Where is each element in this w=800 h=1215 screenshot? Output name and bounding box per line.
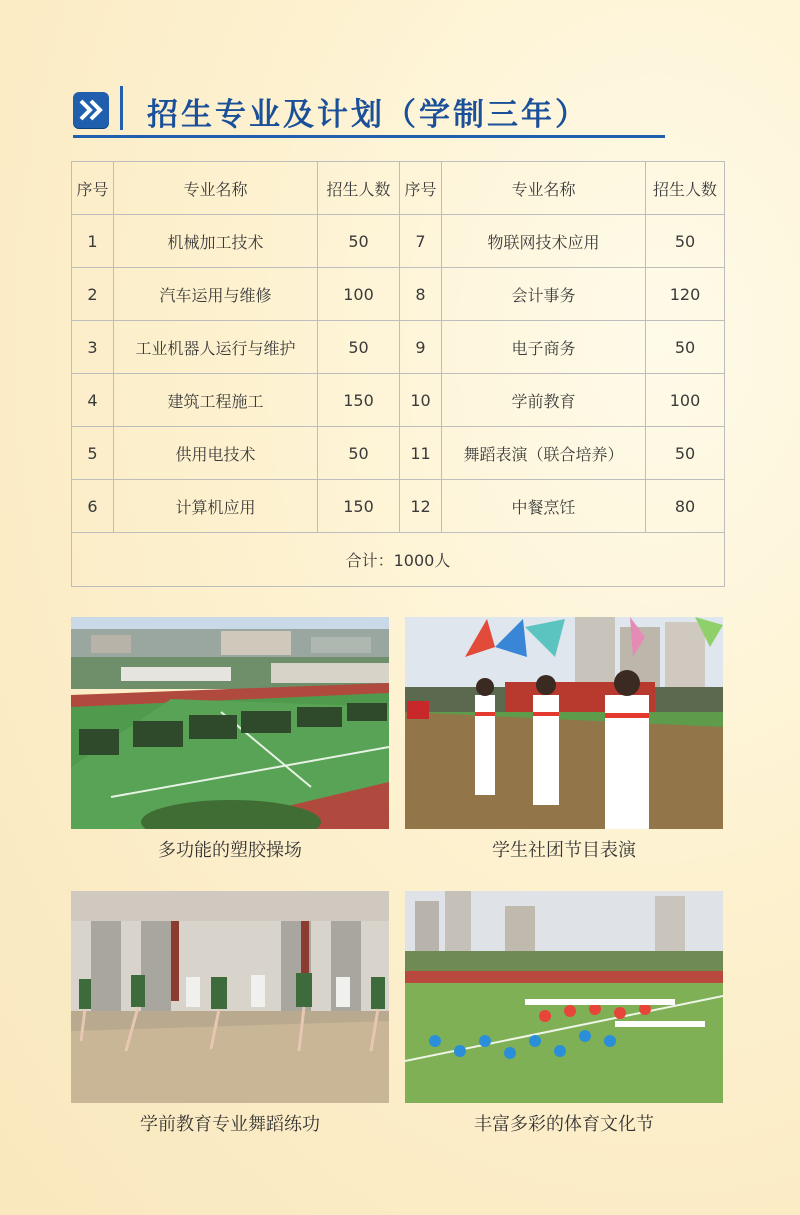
table-row [72, 427, 725, 480]
table-cell: 12 [400, 480, 442, 533]
photo-caption: 学前教育专业舞蹈练功 [140, 1114, 320, 1135]
table-cell: 建筑工程施工 [114, 374, 318, 427]
table-header-row [72, 162, 725, 215]
table-cell: 100 [646, 374, 725, 427]
table-cell: 7 [400, 215, 442, 268]
table-cell: 9 [400, 321, 442, 374]
photo-caption: 学生社团节目表演 [492, 840, 636, 861]
table-cell: 中餐烹饪 [442, 480, 646, 533]
column-header-count: 招生人数 [646, 162, 725, 215]
table-cell: 50 [318, 321, 400, 374]
table-cell: 1 [72, 215, 114, 268]
table-cell: 舞蹈表演（联合培养） [442, 427, 646, 480]
table-cell: 电子商务 [442, 321, 646, 374]
table-cell: 2 [72, 268, 114, 321]
table-cell: 50 [318, 215, 400, 268]
table-cell: 50 [646, 321, 725, 374]
enrollment-table [71, 161, 724, 588]
table-cell: 会计事务 [442, 268, 646, 321]
photo-caption: 丰富多彩的体育文化节 [474, 1114, 654, 1135]
double-chevron-right-icon [73, 92, 109, 128]
column-header-major: 专业名称 [442, 162, 646, 215]
table-cell: 11 [400, 427, 442, 480]
table-cell: 物联网技术应用 [442, 215, 646, 268]
total-cell: 合计：1000人 [72, 533, 725, 587]
table-cell: 50 [318, 427, 400, 480]
page-title: 招生专业及计划（学制三年） [147, 97, 589, 133]
column-header-seq: 序号 [72, 162, 114, 215]
header-underline [73, 135, 665, 138]
table-row [72, 480, 725, 533]
table-cell: 机械加工技术 [114, 215, 318, 268]
table-cell: 150 [318, 374, 400, 427]
column-header-seq: 序号 [400, 162, 442, 215]
table-cell: 150 [318, 480, 400, 533]
table-cell: 120 [646, 268, 725, 321]
table-cell: 供用电技术 [114, 427, 318, 480]
table-cell: 学前教育 [442, 374, 646, 427]
photo-caption: 多功能的塑胶操场 [158, 840, 302, 861]
photo-club-performance [405, 617, 723, 829]
table-cell: 50 [646, 215, 725, 268]
table-cell: 3 [72, 321, 114, 374]
column-header-count: 招生人数 [318, 162, 400, 215]
table-cell: 6 [72, 480, 114, 533]
table-row [72, 215, 725, 268]
table-cell: 汽车运用与维修 [114, 268, 318, 321]
table-cell: 50 [646, 427, 725, 480]
table-cell: 100 [318, 268, 400, 321]
photo-dance-practice [71, 891, 389, 1103]
section-header [73, 84, 665, 140]
table-row [72, 321, 725, 374]
table-row [72, 374, 725, 427]
table-cell: 80 [646, 480, 725, 533]
table-cell: 计算机应用 [114, 480, 318, 533]
table-cell: 5 [72, 427, 114, 480]
table-total-row [72, 533, 725, 587]
header-divider [120, 86, 123, 130]
table-cell: 10 [400, 374, 442, 427]
photo-playground [71, 617, 389, 829]
table-cell: 工业机器人运行与维护 [114, 321, 318, 374]
table-cell: 8 [400, 268, 442, 321]
photo-sports-festival [405, 891, 723, 1103]
column-header-major: 专业名称 [114, 162, 318, 215]
table-row [72, 268, 725, 321]
table-cell: 4 [72, 374, 114, 427]
